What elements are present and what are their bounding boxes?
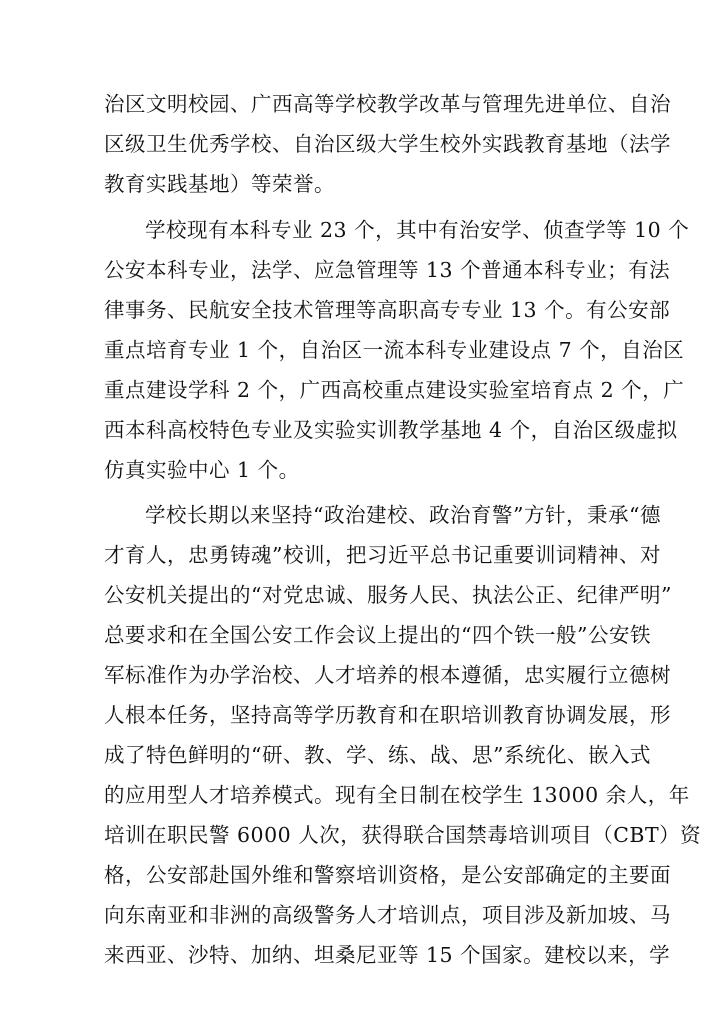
text-line: 西本科高校特色专业及实验实训教学基地 4 个，自治区级虚拟 <box>104 418 678 442</box>
text-line: 向东南亚和非洲的高级警务人才培训点，项目涉及新加坡、马 <box>104 903 671 927</box>
text-line: 人根本任务，坚持高等学历教育和在职培训教育协调发展，形 <box>104 703 671 727</box>
text-line: 区级卫生优秀学校、自治区级大学生校外实践教育基地（法学 <box>104 132 671 156</box>
paragraph-first-line: 学校现有本科专业 23 个，其中有治安学、侦查学等 10 个 <box>145 218 690 242</box>
text-line: 的应用型人才培养模式。现有全日制在校学生 13000 余人，年 <box>104 783 690 807</box>
text-line: 治区文明校园、广西高等学校教学改革与管理先进单位、自治 <box>104 92 671 116</box>
text-line: 仿真实验中心 1 个。 <box>104 458 300 482</box>
text-line: 重点培育专业 1 个，自治区一流本科专业建设点 7 个，自治区 <box>104 338 685 362</box>
text-line: 才育人，忠勇铸魂”校训，把习近平总书记重要训词精神、对 <box>104 543 661 567</box>
text-line: 总要求和在全国公安工作会议上提出的“四个铁一般”公安铁 <box>104 623 651 647</box>
text-line: 公安机关提出的“对党忠诚、服务人民、执法公正、纪律严明” <box>104 583 672 607</box>
paragraph-first-line: 学校长期以来坚持“政治建校、政治育警”方针，秉承“德 <box>145 503 661 527</box>
text-line: 来西亚、沙特、加纳、坦桑尼亚等 15 个国家。建校以来，学 <box>104 943 671 967</box>
text-line: 军标准作为办学治校、人才培养的根本遵循，忠实履行立德树 <box>104 663 671 687</box>
text-line: 重点建设学科 2 个，广西高校重点建设实验室培育点 2 个，广 <box>104 378 685 402</box>
text-line: 成了特色鲜明的“研、教、学、练、战、思”系统化、嵌入式 <box>104 743 651 767</box>
text-line: 格，公安部赴国外维和警察培训资格，是公安部确定的主要面 <box>104 863 671 887</box>
text-line: 培训在职民警 6000 人次，获得联合国禁毒培训项目（CBT）资 <box>104 823 702 847</box>
text-line: 教育实践基地）等荣誉。 <box>104 172 335 196</box>
text-line: 律事务、民航安全技术管理等高职高专专业 13 个。有公安部 <box>104 298 671 322</box>
text-line: 公安本科专业，法学、应急管理等 13 个普通本科专业；有法 <box>104 258 671 282</box>
